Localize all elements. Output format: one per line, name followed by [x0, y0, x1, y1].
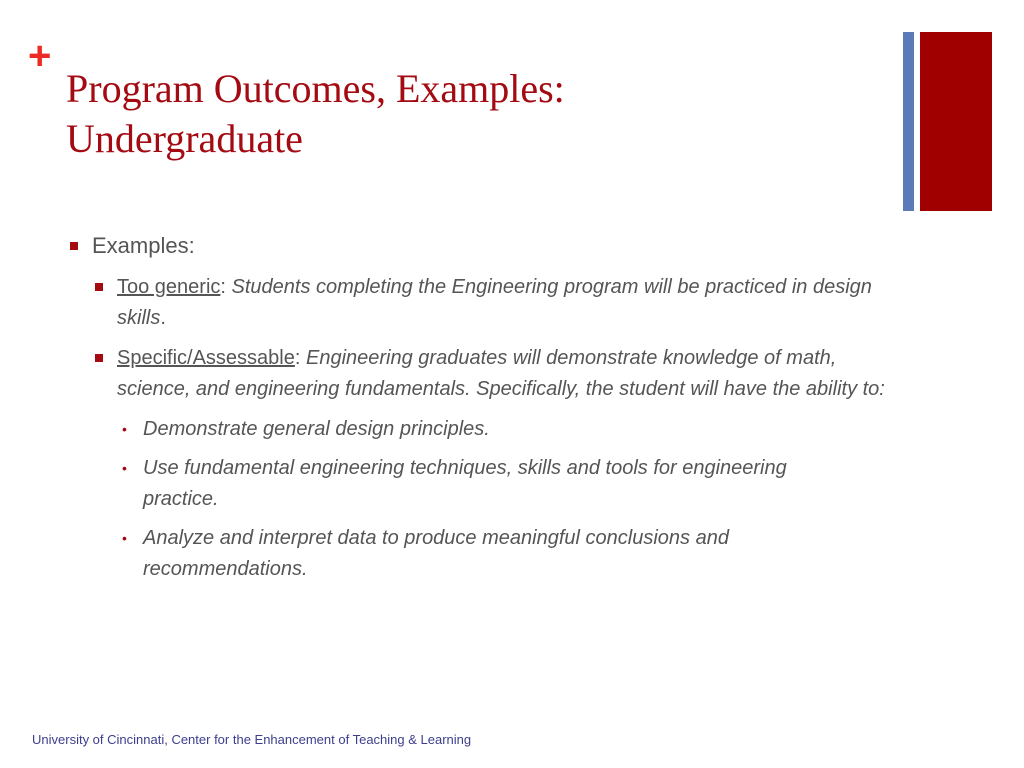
square-bullet-icon	[95, 354, 103, 362]
too-generic-label: Too generic	[117, 276, 221, 298]
square-bullet-icon	[95, 283, 103, 291]
decorative-blue-bar	[903, 32, 914, 211]
title-line-1: Program Outcomes, Examples:	[66, 66, 565, 111]
bullet-specific-assessable	[94, 343, 887, 405]
plus-icon: +	[28, 34, 52, 78]
specific-text: Engineering graduates will demonstrate knowledge of math, science, and engineering fundamentals. Specifically, the student will have the ability to:	[117, 347, 885, 400]
specific-label: Specific/Assessable	[117, 347, 295, 369]
sub-bullet-text: Analyze and interpret data to produce meaningful conclusions and recommendations.	[143, 527, 729, 580]
examples-heading: Examples:	[92, 233, 195, 258]
sub-bullet-text: Demonstrate general design principles.	[143, 418, 490, 440]
too-generic-sep: :	[220, 276, 232, 298]
slide-title	[66, 64, 866, 164]
bullet-too-generic	[94, 272, 887, 334]
dot-bullet-icon: •	[122, 530, 127, 546]
dot-bullet-icon: •	[122, 460, 127, 476]
too-generic-end: .	[160, 307, 166, 329]
dot-bullet-icon: •	[122, 421, 127, 437]
sub-bullet-analyze-data	[120, 523, 863, 585]
sub-bullet-design-principles	[120, 414, 863, 445]
bullet-examples	[70, 228, 890, 264]
slide-content	[70, 228, 890, 593]
decorative-red-block	[920, 32, 992, 211]
sub-bullet-techniques	[120, 453, 863, 515]
title-line-2: Undergraduate	[66, 116, 303, 161]
square-bullet-icon	[70, 242, 78, 250]
footer-text: University of Cincinnati, Center for the Enhancement of Teaching & Learning	[32, 732, 472, 747]
specific-sep: :	[294, 347, 306, 369]
too-generic-text: Students completing the Engineering program will be practiced in design skills	[117, 276, 872, 329]
sub-bullet-text: Use fundamental engineering techniques, skills and tools for engineering practice.	[143, 457, 787, 510]
